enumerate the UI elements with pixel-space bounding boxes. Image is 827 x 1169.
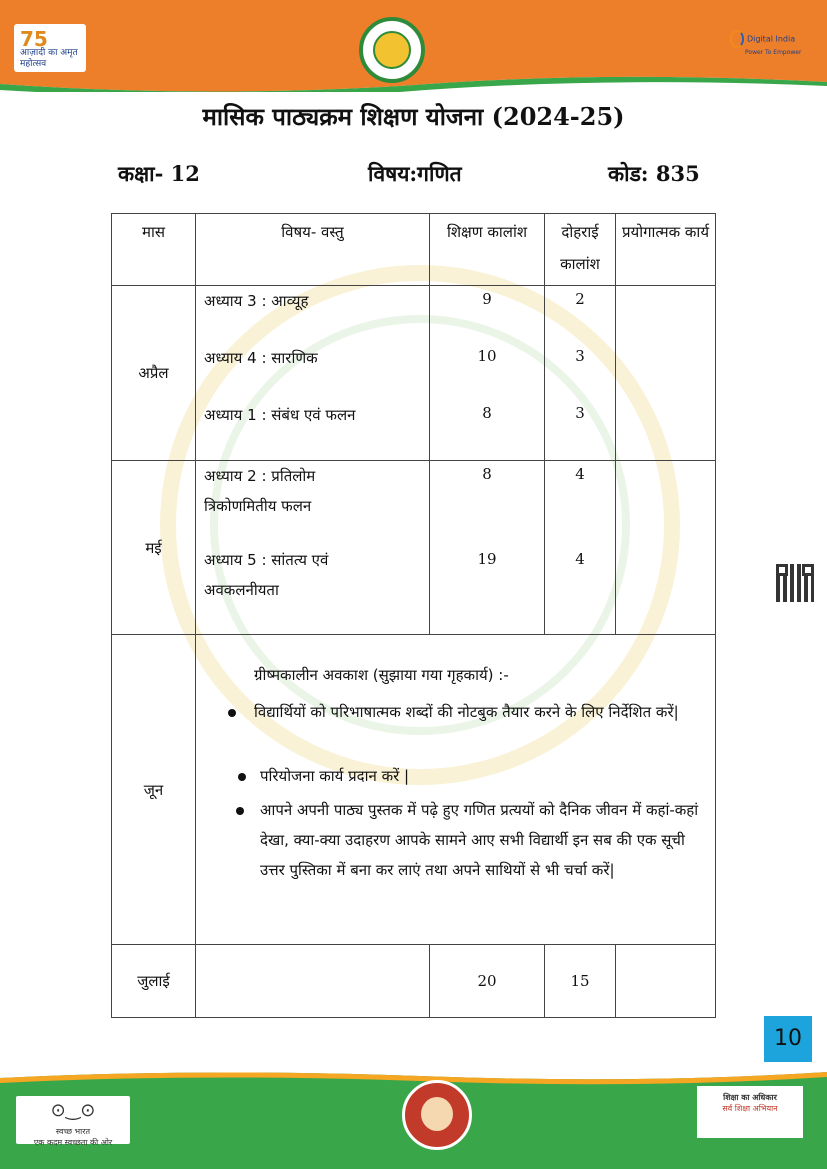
rte-tagline: सर्व शिक्षा अभियान bbox=[722, 1104, 778, 1113]
header-month: मास bbox=[112, 214, 196, 286]
beti-bachao-logo-icon bbox=[402, 1080, 472, 1150]
page-number: 10 bbox=[764, 1016, 812, 1062]
logo-number: 75 bbox=[20, 27, 48, 51]
header-content: विषय- वस्तु bbox=[196, 214, 430, 286]
april-practical bbox=[616, 286, 716, 461]
july-practical bbox=[616, 945, 716, 1018]
table-row-june bbox=[112, 635, 716, 945]
swachh-bharat-tagline: एक कदम स्वच्छता की ओर bbox=[33, 1138, 113, 1147]
glasses-icon: ⊙‿⊙ bbox=[50, 1100, 96, 1121]
list-item: परियोजना कार्य प्रदान करें | bbox=[238, 761, 701, 791]
table-header-row bbox=[112, 214, 716, 286]
table-row-may bbox=[112, 461, 716, 635]
board-emblem-icon bbox=[359, 17, 425, 83]
rte-title: शिक्षा का अधिकार bbox=[723, 1093, 777, 1102]
april-teaching bbox=[430, 286, 545, 461]
list-item: आपने अपनी पाठ्य पुस्तक में पढ़े हुए गणित प्रत्ययों को दैनिक जीवन में कहां-कहां देखा, क्या-क्या उदाहरण आपके सामने आए सभी विद्यार्थी इन सब की एक सूची उत्तर पुस्तिका में बना कर लाएं तथा अपने साथियों से भी चर्चा करें| bbox=[236, 795, 701, 885]
bullet-icon bbox=[238, 773, 246, 781]
list-item: अध्याय 5 : सांतत्य एवं अवकलनीयता bbox=[204, 551, 329, 599]
table-row-july bbox=[112, 945, 716, 1018]
table-row-april bbox=[112, 286, 716, 461]
class-label: कक्षा- 12 bbox=[118, 161, 200, 186]
june-heading: ग्रीष्मकालीन अवकाश (सुझाया गया गृहकार्य) :- bbox=[254, 666, 509, 684]
page-title: मासिक पाठ्यक्रम शिक्षण योजना (2024-25) bbox=[202, 102, 625, 131]
revision-value: 4 bbox=[575, 550, 585, 568]
july-topics bbox=[196, 945, 430, 1018]
right-to-education-logo bbox=[697, 1086, 803, 1138]
list-item: विद्यार्थियों को परिभाषात्मक शब्दों की नोटबुक तैयार करने के लिए निर्देशित करें| bbox=[228, 697, 701, 727]
teaching-value: 10 bbox=[477, 347, 497, 365]
list-item: अध्याय 3 : आव्यूह bbox=[204, 292, 309, 310]
revision-value: 2 bbox=[575, 290, 585, 308]
header-practical: प्रयोगात्मक कार्य bbox=[616, 214, 716, 286]
may-revision bbox=[545, 461, 616, 635]
header-teaching: शिक्षण कालांश bbox=[430, 214, 545, 286]
digital-india-logo bbox=[730, 30, 810, 56]
revision-value: 4 bbox=[575, 465, 585, 483]
may-teaching bbox=[430, 461, 545, 635]
teaching-value: 9 bbox=[482, 290, 492, 308]
azadi-ka-amrit-mahotsav-logo bbox=[14, 24, 86, 72]
qr-code-icon bbox=[776, 564, 814, 602]
teaching-value: 8 bbox=[482, 404, 492, 422]
digital-india-tagline: Power To Empower bbox=[745, 49, 802, 56]
month-july: जुलाई bbox=[112, 945, 196, 1018]
code-label: कोड: 835 bbox=[608, 161, 700, 186]
month-april: अप्रैल bbox=[112, 286, 196, 461]
teaching-value: 8 bbox=[482, 465, 492, 483]
may-topics bbox=[196, 461, 430, 635]
list-item: अध्याय 2 : प्रतिलोम त्रिकोणमितीय फलन bbox=[204, 467, 316, 515]
july-teaching: 20 bbox=[430, 945, 545, 1018]
revision-value: 3 bbox=[575, 347, 585, 365]
subject-label: विषय:गणित bbox=[368, 161, 462, 186]
revision-value: 3 bbox=[575, 404, 585, 422]
teaching-value: 19 bbox=[477, 550, 497, 568]
digital-india-text: Digital India bbox=[747, 34, 796, 44]
list-item: अध्याय 4 : सारणिक bbox=[204, 349, 318, 367]
april-topics bbox=[196, 286, 430, 461]
july-revision: 15 bbox=[545, 945, 616, 1018]
month-june: जून bbox=[112, 635, 196, 945]
header-revision: दोहराई कालांश bbox=[545, 214, 616, 286]
swachh-bharat-text: स्वच्छ भारत bbox=[55, 1127, 91, 1136]
bullet-icon bbox=[228, 709, 236, 717]
june-homework bbox=[196, 635, 716, 945]
april-revision bbox=[545, 286, 616, 461]
logo-caption: आज़ादी का अमृत महोत्सव bbox=[20, 48, 78, 69]
digital-india-icon bbox=[730, 30, 744, 48]
syllabus-table bbox=[111, 213, 716, 1018]
may-practical bbox=[616, 461, 716, 635]
bullet-icon bbox=[236, 807, 244, 815]
list-item: अध्याय 1 : संबंध एवं फलन bbox=[204, 406, 356, 424]
swachh-bharat-logo bbox=[16, 1096, 130, 1147]
month-may: मई bbox=[112, 461, 196, 635]
